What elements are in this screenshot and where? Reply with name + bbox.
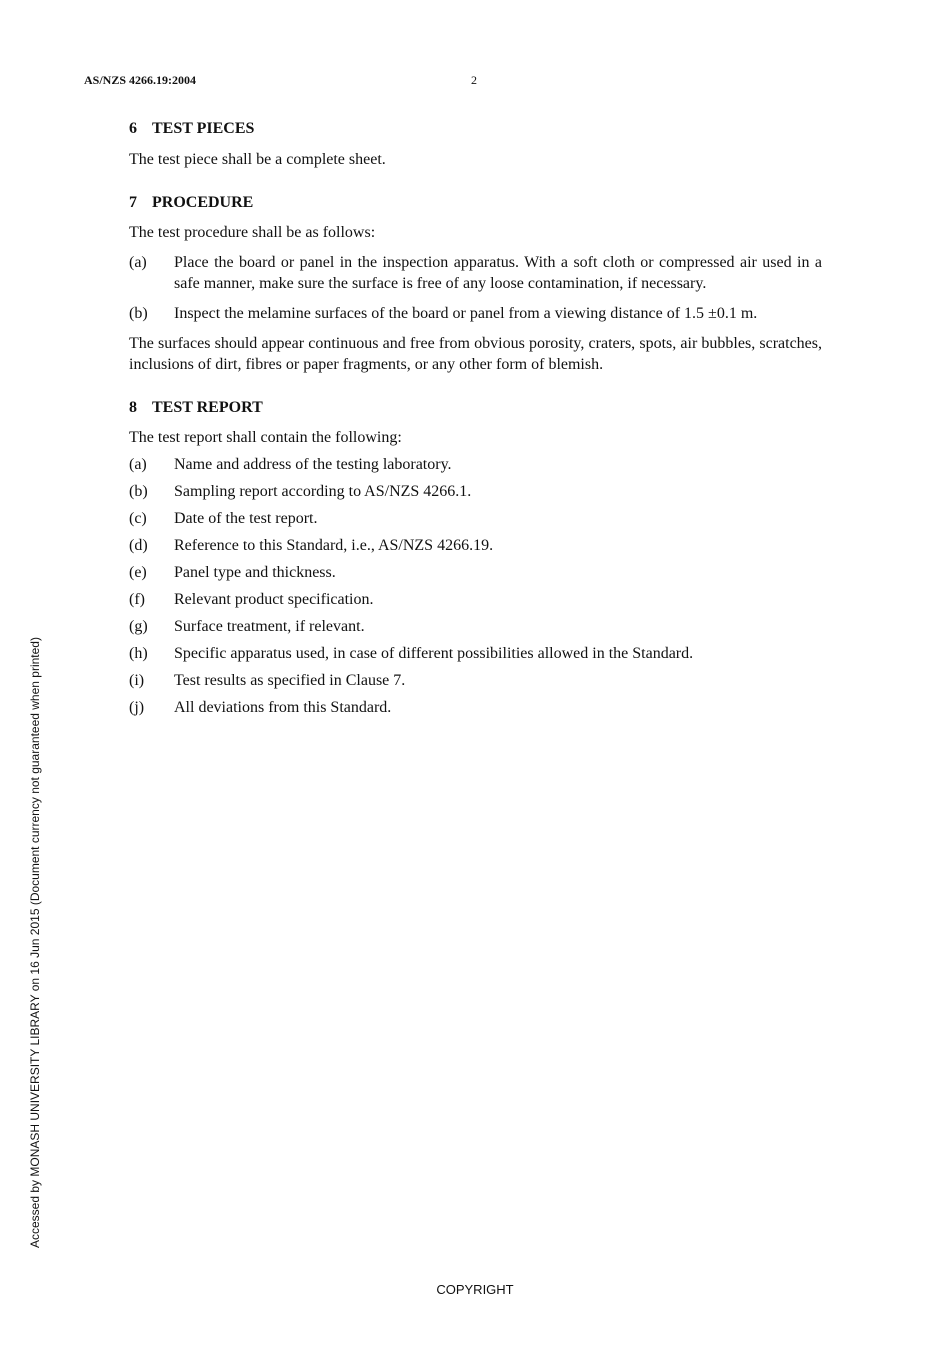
list-item bbox=[129, 697, 822, 718]
list-item bbox=[129, 481, 822, 502]
list-item-label: (j) bbox=[129, 699, 145, 716]
test-report-list bbox=[129, 454, 822, 718]
document-code: AS/NZS 4266.19:2004 bbox=[84, 73, 197, 87]
section-7-intro: The test procedure shall be as follows: bbox=[129, 224, 376, 241]
list-item-text: Panel type and thickness. bbox=[174, 564, 336, 581]
list-item-label: (a) bbox=[129, 456, 147, 473]
section-6-heading bbox=[129, 118, 822, 139]
section-6-body: The test piece shall be a complete sheet. bbox=[129, 151, 386, 168]
list-item-label: (g) bbox=[129, 618, 148, 635]
section-8-intro: The test report shall contain the following: bbox=[129, 429, 402, 446]
section-7-number: 7 bbox=[129, 194, 137, 211]
section-8-number: 8 bbox=[129, 399, 137, 416]
list-item-label: (f) bbox=[129, 591, 145, 608]
section-7-title: PROCEDURE bbox=[152, 194, 254, 211]
list-item bbox=[129, 562, 822, 583]
list-item-text: Test results as specified in Clause 7. bbox=[174, 672, 406, 689]
section-8-title: TEST REPORT bbox=[152, 399, 263, 416]
list-item-text: Reference to this Standard, i.e., AS/NZS 4266.19. bbox=[174, 537, 494, 554]
section-7-note: The surfaces should appear continuous and free from obvious porosity, craters, spots, air bubbles, scratches, inclusions of dirt, fibres or paper fragments, or any other form of blemish. bbox=[129, 335, 822, 373]
list-item-text: Inspect the melamine surfaces of the board or panel from a viewing distance of 1.5 ±0.1 m. bbox=[174, 305, 758, 322]
list-item-label: (d) bbox=[129, 537, 148, 554]
list-item bbox=[129, 454, 822, 475]
list-item-label: (c) bbox=[129, 510, 147, 527]
list-item-label: (a) bbox=[129, 254, 147, 271]
section-6-title: TEST PIECES bbox=[152, 120, 255, 137]
list-item-label: (b) bbox=[129, 305, 148, 322]
list-item-text: Relevant product specification. bbox=[174, 591, 374, 608]
procedure-list bbox=[129, 252, 822, 324]
list-item bbox=[129, 589, 822, 610]
list-item-label: (e) bbox=[129, 564, 147, 581]
list-item bbox=[129, 535, 822, 556]
list-item-text: Specific apparatus used, in case of different possibilities allowed in the Standard. bbox=[174, 645, 694, 662]
list-item bbox=[129, 303, 822, 324]
section-7-heading bbox=[129, 192, 822, 213]
list-item-text: All deviations from this Standard. bbox=[174, 699, 392, 716]
list-item-label: (b) bbox=[129, 483, 148, 500]
copyright-footer: COPYRIGHT bbox=[436, 1282, 514, 1297]
page-number: 2 bbox=[471, 73, 477, 87]
section-8-heading bbox=[129, 397, 822, 418]
list-item-text: Name and address of the testing laboratory. bbox=[174, 456, 452, 473]
access-watermark-note: Accessed by MONASH UNIVERSITY LIBRARY on 16 Jun 2015 (Document currency not guaranteed when printed) bbox=[28, 637, 42, 1248]
list-item-text: Sampling report according to AS/NZS 4266.1. bbox=[174, 483, 472, 500]
section-6-number: 6 bbox=[129, 120, 137, 137]
list-item-text: Place the board or panel in the inspection apparatus. With a soft cloth or compressed air used in a safe manner, make sure the surface is free of any loose contamination, if necessary. bbox=[174, 254, 822, 292]
list-item-text: Date of the test report. bbox=[174, 510, 318, 527]
list-item-text: Surface treatment, if relevant. bbox=[174, 618, 365, 635]
list-item bbox=[129, 643, 822, 664]
list-item bbox=[129, 508, 822, 529]
list-item bbox=[129, 616, 822, 637]
list-item-label: (i) bbox=[129, 672, 145, 689]
list-item bbox=[129, 670, 822, 691]
list-item bbox=[129, 252, 822, 294]
page-content bbox=[129, 118, 822, 724]
list-item-label: (h) bbox=[129, 645, 148, 662]
